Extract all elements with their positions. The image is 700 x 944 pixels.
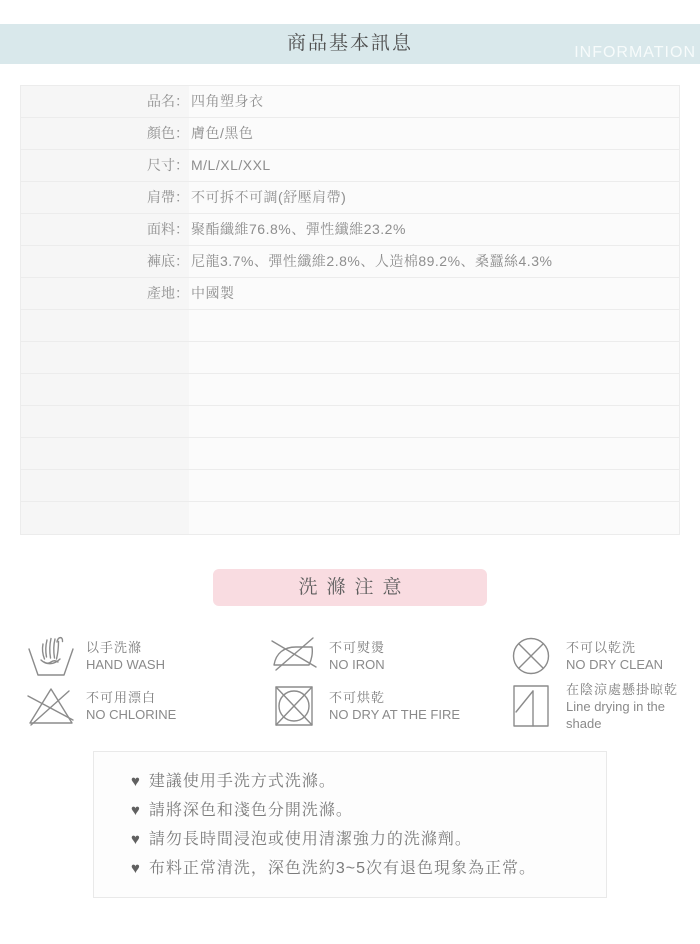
spec-row bbox=[21, 342, 679, 374]
care-labels bbox=[86, 689, 176, 723]
care-label-en: NO CHLORINE bbox=[86, 707, 177, 722]
no-tumble-dry-icon bbox=[268, 684, 320, 728]
care-labels bbox=[566, 639, 663, 673]
heart-icon: ♥ bbox=[131, 802, 140, 819]
spec-value bbox=[189, 374, 679, 405]
no-chlorine-icon bbox=[25, 684, 77, 728]
care-label-en: NO IRON bbox=[329, 657, 385, 672]
spec-label: 尺寸： bbox=[21, 150, 189, 181]
care-labels bbox=[329, 639, 385, 673]
no-iron-icon bbox=[268, 634, 320, 678]
note-line bbox=[131, 854, 596, 883]
line-dry-shade-icon bbox=[505, 684, 557, 728]
header-watermark: INFORMATION bbox=[574, 44, 696, 61]
spec-label bbox=[21, 374, 189, 405]
care-label-en: NO DRY AT THE FIRE bbox=[329, 707, 460, 722]
spec-value: M/L/XL/XXL bbox=[189, 150, 679, 181]
spec-table bbox=[20, 85, 680, 535]
care-label-zh: 以手洗滌 bbox=[86, 640, 143, 655]
spec-label bbox=[21, 502, 189, 534]
spec-row bbox=[21, 502, 679, 534]
note-text: 請將深色和淺色分開洗滌。 bbox=[148, 802, 353, 819]
care-label-en: HAND WASH bbox=[86, 657, 165, 672]
spec-row bbox=[21, 470, 679, 502]
care-item-line-dry-shade bbox=[505, 683, 700, 729]
spec-value: 中國製 bbox=[189, 278, 679, 309]
spec-value bbox=[189, 406, 679, 437]
care-item-hand-wash bbox=[25, 633, 268, 679]
spec-label bbox=[21, 470, 189, 501]
care-labels bbox=[329, 689, 460, 723]
spec-label bbox=[21, 438, 189, 469]
care-label-zh: 不可烘乾 bbox=[329, 690, 386, 705]
spec-value: 不可拆不可調(舒壓肩帶) bbox=[189, 182, 679, 213]
spec-value: 四角塑身衣 bbox=[189, 86, 679, 117]
spec-row bbox=[21, 310, 679, 342]
care-label-zh: 不可熨燙 bbox=[329, 640, 386, 655]
header-band bbox=[0, 24, 700, 64]
care-label-en: NO DRY CLEAN bbox=[566, 657, 664, 672]
care-labels bbox=[86, 639, 165, 673]
heart-icon: ♥ bbox=[131, 831, 140, 848]
care-item-no-iron bbox=[268, 633, 505, 679]
spec-row bbox=[21, 86, 679, 118]
spec-label bbox=[21, 342, 189, 373]
spec-row bbox=[21, 150, 679, 182]
notes-box bbox=[93, 751, 607, 898]
spec-value: 尼龍3.7%、彈性纖維2.8%、人造棉89.2%、桑蠶絲4.3% bbox=[189, 246, 679, 277]
spec-row bbox=[21, 438, 679, 470]
spec-value: 膚色/黑色 bbox=[189, 118, 679, 149]
care-label-zh: 在陰涼處懸掛晾乾 bbox=[566, 681, 679, 697]
spec-row bbox=[21, 406, 679, 438]
care-icons-grid bbox=[0, 633, 700, 729]
spec-label: 褲底： bbox=[21, 246, 189, 277]
spec-row bbox=[21, 374, 679, 406]
care-label-zh: 不可用漂白 bbox=[86, 690, 157, 705]
heart-icon: ♥ bbox=[131, 860, 140, 877]
note-line bbox=[131, 825, 596, 854]
spec-value bbox=[189, 438, 679, 469]
hand-wash-icon bbox=[25, 634, 77, 678]
note-text: 請勿長時間浸泡或使用清潔強力的洗滌劑。 bbox=[148, 831, 472, 848]
spec-row bbox=[21, 246, 679, 278]
spec-row bbox=[21, 214, 679, 246]
heart-icon: ♥ bbox=[131, 773, 140, 790]
no-dry-clean-icon bbox=[505, 634, 557, 678]
spec-row bbox=[21, 118, 679, 150]
notes-list bbox=[131, 767, 596, 883]
spec-value bbox=[189, 310, 679, 341]
spec-label bbox=[21, 406, 189, 437]
care-item-no-tumble-dry bbox=[268, 683, 505, 729]
care-item-no-chlorine bbox=[25, 683, 268, 729]
note-line bbox=[131, 796, 596, 825]
spec-value: 聚酯纖維76.8%、彈性纖維23.2% bbox=[189, 214, 679, 245]
spec-value bbox=[189, 470, 679, 501]
spec-label: 面料： bbox=[21, 214, 189, 245]
note-line bbox=[131, 767, 596, 796]
wash-notice-badge: 洗滌注意 bbox=[213, 569, 487, 606]
spec-label: 肩帶： bbox=[21, 182, 189, 213]
care-label-zh: 不可以乾洗 bbox=[566, 640, 637, 655]
spec-label: 品名： bbox=[21, 86, 189, 117]
care-labels bbox=[566, 681, 700, 732]
care-label-en: Line drying in the shade bbox=[566, 698, 666, 731]
page-title: 商品基本訊息 bbox=[286, 33, 413, 54]
note-text: 布料正常清洗，深色洗約3~5次有退色現象為正常。 bbox=[148, 860, 537, 877]
spec-label bbox=[21, 310, 189, 341]
spec-row bbox=[21, 278, 679, 310]
care-item-no-dry-clean bbox=[505, 633, 700, 679]
spec-row bbox=[21, 182, 679, 214]
spec-value bbox=[189, 342, 679, 373]
spec-label: 產地： bbox=[21, 278, 189, 309]
spec-label: 顏色： bbox=[21, 118, 189, 149]
spec-value bbox=[189, 502, 679, 534]
note-text: 建議使用手洗方式洗滌。 bbox=[148, 773, 336, 790]
